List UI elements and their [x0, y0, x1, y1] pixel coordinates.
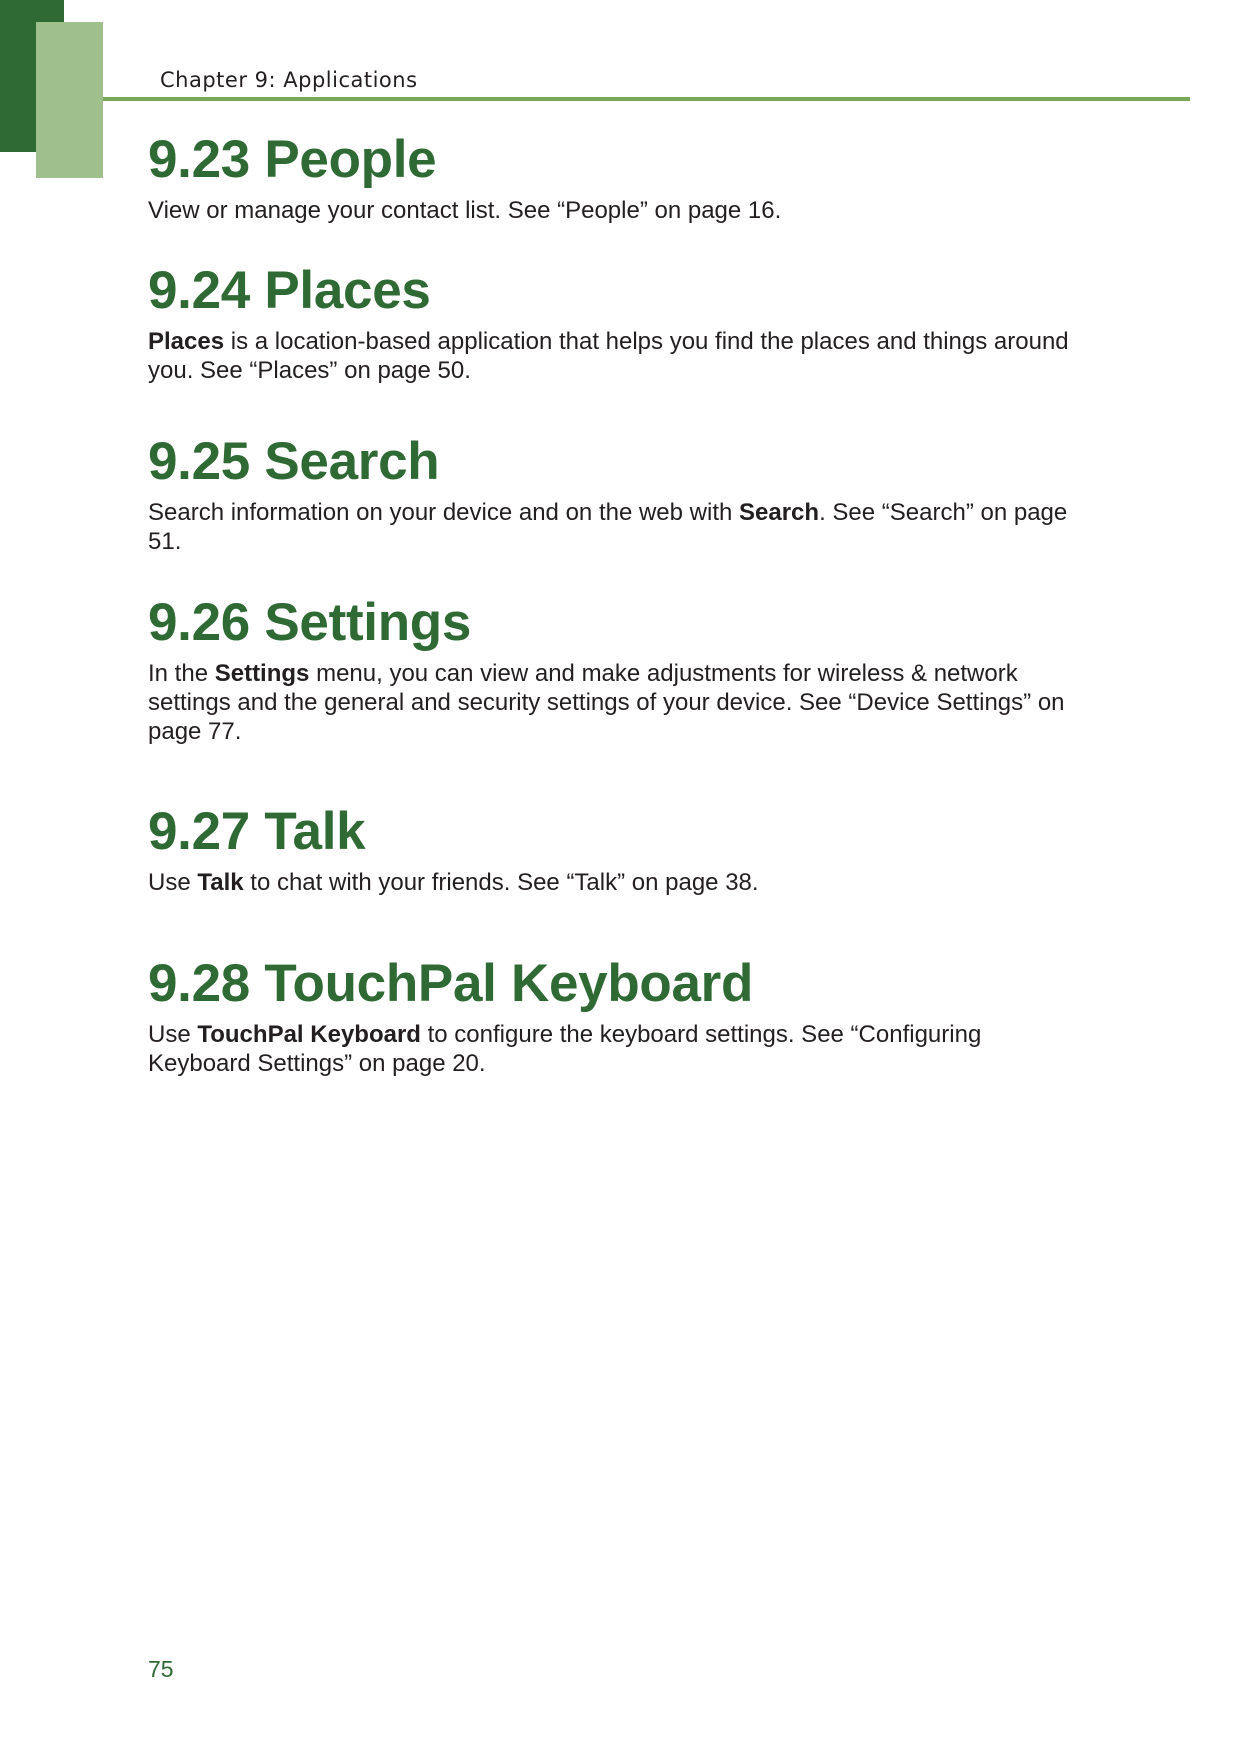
header-rule: [103, 97, 1190, 101]
body-bold-term: Settings: [214, 660, 310, 687]
body-bold-term: TouchPal Keyboard: [197, 1021, 421, 1048]
section-heading: 9.25 Search: [148, 432, 440, 491]
body-text: . See “Search” on page 51.: [148, 499, 1068, 555]
section-people: [148, 130, 1088, 225]
body-text: Use: [148, 1021, 198, 1048]
section-heading: 9.28 TouchPal Keyboard: [148, 954, 754, 1013]
body-text: In the: [148, 660, 215, 687]
section-heading: 9.27 Talk: [148, 802, 366, 861]
section-places: [148, 261, 1088, 385]
section-body: [148, 659, 1088, 746]
section-search: [148, 432, 1088, 556]
section-body: [148, 327, 1088, 385]
body-text: to configure the keyboard settings. See “Configuring Keyboard Settings” on page 20.: [148, 1021, 982, 1077]
body-bold-term: Talk: [197, 869, 244, 896]
section-body: [148, 868, 1088, 897]
section-touchpal-keyboard: [148, 954, 1088, 1078]
section-body: [148, 1020, 1088, 1078]
body-text: is a location-based application that helps you find the places and things around you. See “Places” on page 50.: [148, 328, 1069, 384]
section-talk: [148, 802, 1088, 897]
section-settings: [148, 593, 1088, 746]
section-heading: 9.26 Settings: [148, 593, 472, 652]
body-text: Search information on your device and on the web with: [148, 499, 740, 526]
body-bold-term: Places: [148, 328, 225, 355]
chapter-header: Chapter 9: Applications: [160, 68, 418, 92]
body-text: View or manage your contact list. See “People” on page 16.: [148, 197, 782, 224]
section-heading: 9.23 People: [148, 130, 437, 189]
section-heading: 9.24 Places: [148, 261, 431, 320]
body-text: menu, you can view and make adjustments for wireless & network settings and the general and security settings of your device. See “Device Settings” on page 77.: [148, 660, 1065, 745]
body-text: Use: [148, 869, 198, 896]
page-number: 75: [148, 1656, 174, 1682]
chapter-tab-light: [36, 22, 103, 178]
body-text: to chat with your friends. See “Talk” on page 38.: [243, 869, 759, 896]
section-body: [148, 498, 1088, 556]
section-body: [148, 196, 1088, 225]
body-bold-term: Search: [739, 499, 820, 526]
